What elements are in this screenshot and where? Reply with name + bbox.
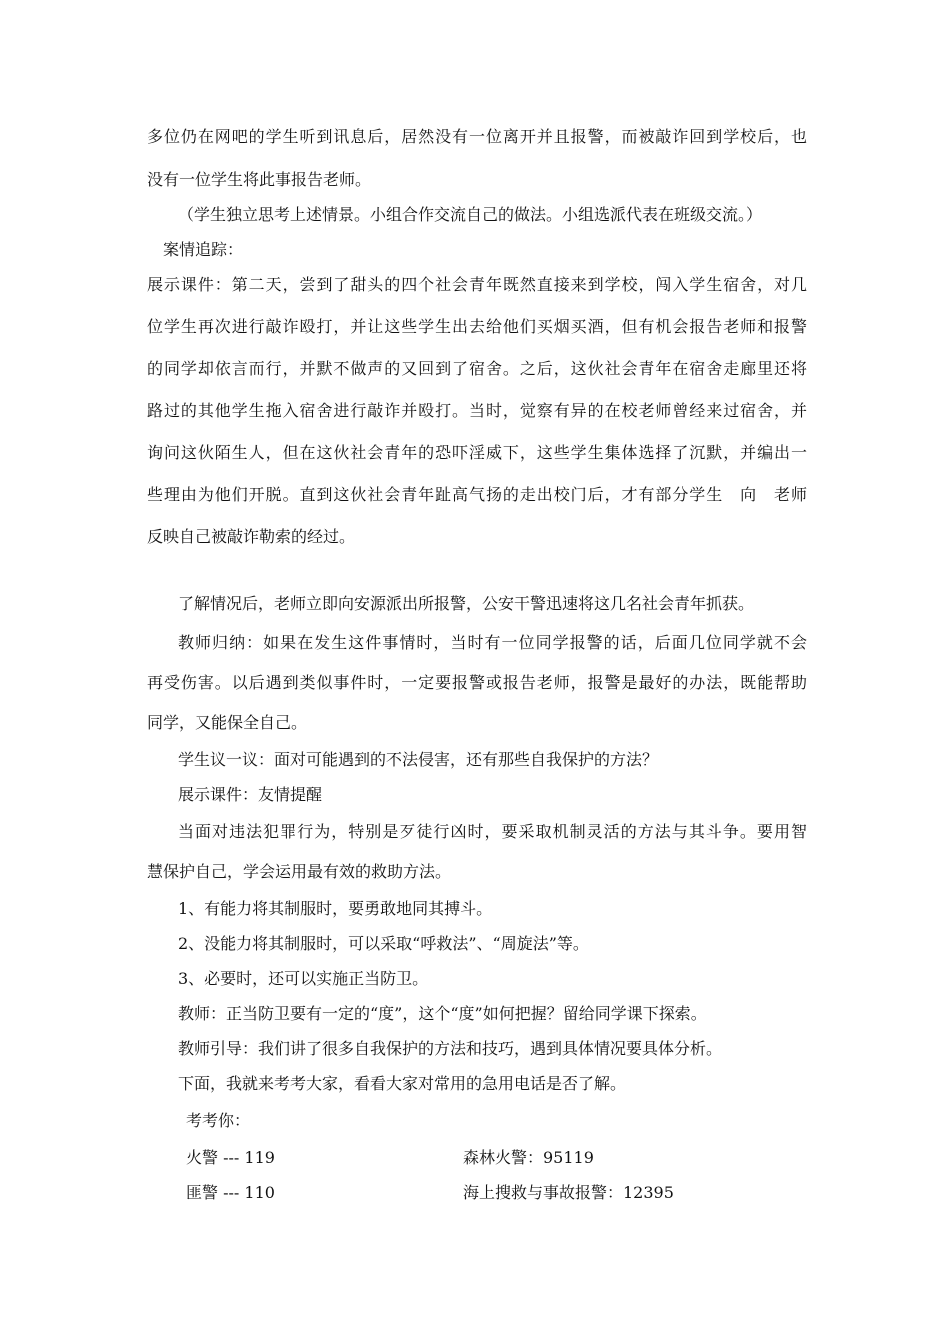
paragraph-line: 教师归纳：如果在发生这件事情时，当时有一位同学报警的话，后面几位同学就不会 [178,633,807,652]
paragraph-line: 没有一位学生将此事报告老师。 [147,170,372,189]
paragraph-line: 再受伤害。以后遇到类似事件时，一定要报警或报告老师，报警是最好的办法，既能帮助 [147,673,807,692]
phone-fire: 火警 --- 119 [186,1148,275,1167]
paragraph-line: 路过的其他学生拖入宿舍进行敲诈并殴打。当时，觉察有异的在校老师曾经来过宿舍，并 [147,401,807,420]
paragraph-line: 多位仍在网吧的学生听到讯息后，居然没有一位离开并且报警，而被敲诈回到学校后，也 [147,127,807,146]
paragraph-line: （学生独立思考上述情景。小组合作交流自己的做法。小组选派代表在班级交流。） [178,205,763,224]
phone-police: 匪警 --- 110 [186,1183,275,1202]
phone-sea-rescue: 海上搜救与事故报警：12395 [463,1183,674,1202]
paragraph-line: 同学，又能保全自己。 [147,713,308,732]
list-item: 3、必要时，还可以实施正当防卫。 [178,969,429,988]
paragraph-line: 展示课件：第二天，尝到了甜头的四个社会青年既然直接来到学校，闯入学生宿舍，对几 [147,275,807,294]
quiz-heading: 考考你： [186,1111,251,1130]
paragraph-line: 当面对违法犯罪行为，特别是歹徒行凶时，要采取机制灵活的方法与其斗争。要用智 [178,822,807,841]
list-item: 2、没能力将其制服时，可以采取“呼救法”、“周旋法”等。 [178,934,589,953]
phone-forest-fire: 森林火警：95119 [463,1148,594,1167]
paragraph-line: 些理由为他们开脱。直到这伙社会青年趾高气扬的走出校门后，才有部分学生 向 老师 [147,485,807,504]
paragraph-line: 位学生再次进行敲诈殴打，并让这些学生出去给他们买烟买酒，但有机会报告老师和报警 [147,317,807,336]
paragraph-line: 教师：正当防卫要有一定的“度”，这个“度”如何把握？留给同学课下探索。 [178,1004,707,1023]
paragraph-line: 展示课件：友情提醒 [178,785,323,804]
paragraph-line: 的同学却依言而行，并默不做声的又回到了宿舍。之后，这伙社会青年在宿舍走廊里还将 [147,359,807,378]
paragraph-line: 学生议一议：面对可能遇到的不法侵害，还有那些自我保护的方法？ [178,750,659,769]
list-item: 1、有能力将其制服时，要勇敢地同其搏斗。 [178,899,493,918]
section-heading: 案情追踪： [163,240,244,259]
paragraph-line: 反映自己被敲诈勒索的经过。 [147,527,356,546]
paragraph-line: 教师引导：我们讲了很多自我保护的方法和技巧，遇到具体情况要具体分析。 [178,1039,723,1058]
paragraph-line: 慧保护自己，学会运用最有效的救助方法。 [147,862,452,881]
paragraph-line: 下面，我就来考考大家，看看大家对常用的急用电话是否了解。 [178,1074,627,1093]
paragraph-line: 了解情况后，老师立即向安源派出所报警，公安干警迅速将这几名社会青年抓获。 [178,594,755,613]
paragraph-line: 询问这伙陌生人，但在这伙社会青年的恐吓淫威下，这些学生集体选择了沉默，并编出一 [147,443,807,462]
